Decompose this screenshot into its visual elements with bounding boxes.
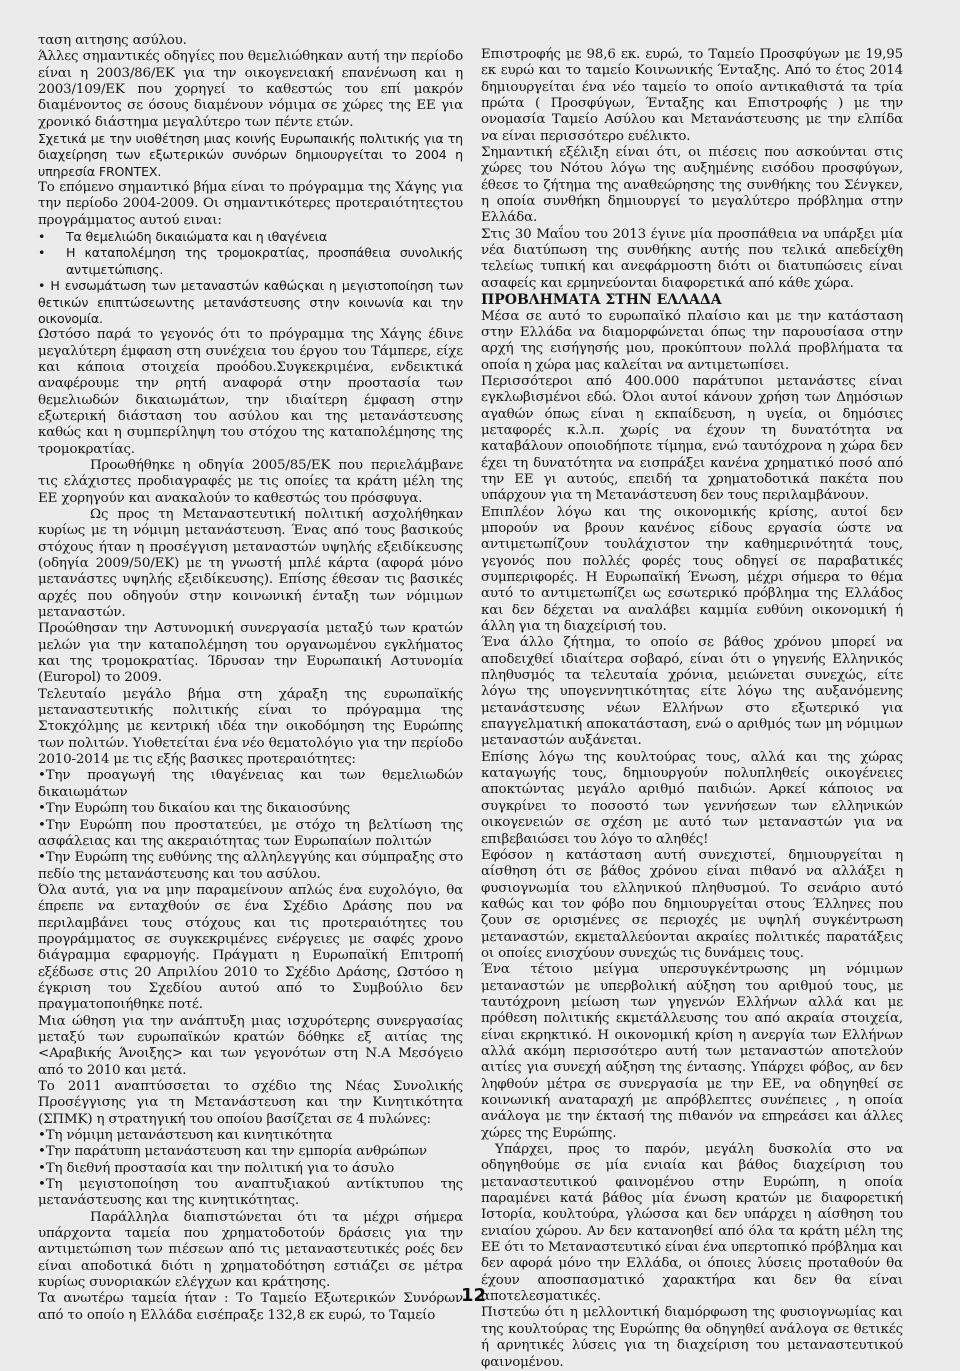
paragraph: Εφόσον η κατάσταση αυτή συνεχιστεί, δημιουργείται η αίσθηση ότι σε βάθος χρόνου είναι πιθανό να αλλάξει η φυσιογνωμία του ελληνικού πληθυσμού. Το σενάριο αυτό καθώς και τον φόβο που δημιουργείται στους Έλληνες που ζουν σε ορισμένες σε περιοχές με υψηλή συγκέντρωση μεταναστών, εκμεταλλεύονται ακραίες πολιτικές παρατάξεις οι οποίες ενισχύουν συνεχώς τις δυνάμεις τους.: [481, 847, 903, 961]
paragraph: •Την Ευρώπη της ευθύνης της αλληλεγγύης και σύμπραξης στο πεδίο της μετανάστευσης και του ασύλου.: [38, 850, 463, 882]
bullet-text: Τα θεμελιώδη δικαιώματα και η ιθαγένεια: [66, 229, 328, 245]
paragraph: Μια ώθηση για την ανάπτυξη μιας ισχυρότερης συνεργασίας μεταξύ των ευρωπαϊκών κρατών δόθηκε εξ αιτίας της <Αραβικής Άνοιξης> και των γεγονότων στη Ν.Α Μεσόγειο από το 2010 και μετά.: [38, 1013, 463, 1078]
paragraph: Επιστροφής με 98,6 εκ. ευρώ, το Ταμείο Προσφύγων με 19,95 εκ ευρώ και το ταμείο Κοινωνικής Ένταξης. Από το έτος 2014 δημιουργείται ένα νέο ταμείο το οποίο αντικαθιστά τα τρία πρώτα ( Προσφύγων, Ένταξης και Επιστροφής ) με την ονομασία Ταμείο Ασύλου και Μετανάστευσης με την ελπίδα να είναι περισσότερο ευέλικτο.: [481, 47, 903, 144]
paragraph: •Την προαγωγή της ιθαγένειας και των θεμελιωδών δικαιωμάτων: [38, 768, 463, 800]
bullet-icon: •: [38, 245, 46, 261]
paragraph: Προώθησαν την Αστυνομική συνεργασία μεταξύ των κρατών μελών για την καταπολέμηση του οργανωμένου εγκλήματος και της τρομοκρατίας. Ίδρυσαν την Ευρωπαική Αστυνομία (Europol) το 2009.: [38, 621, 463, 686]
bullet-item: [38, 245, 463, 278]
paragraph: Σημαντική εξέλιξη είναι ότι, οι πιέσεις που ασκούνται στις χώρες του Νότου λόγω της αυξημένης εισόδου προσφύγων, έθεσε το ζήτημα της αναθεώρησης της συνθήκης του Σένγκεν, η οποία συνθήκη δημιουργεί το μεγαλύτερο πρόβλημα στην Ελλάδα.: [481, 145, 903, 226]
paragraph: Ένα τέτοιο μείγμα υπερσυγκέντρωσης μη νόμιμων μεταναστών με υπερβολική αύξηση του αριθμού τους, με ταυτόχρονη μείωση των γηγενών Ελλήνων αλλά και με πρόθεση πολιτικής εκμετάλλευσης του από ακραία στοιχεία, είναι εκρηκτικό. Η οικονομική κρίση η ανεργία των Ελλήνων αλλά ακόμη περισσότερο αυτή των μεταναστών αποτελούν αιτίες για συνεχή αύξηση της έντασης. Υπάρχει φόβος, αν δεν ληφθούν μέτρα σε συνεργασία με την ΕΕ, να οδηγηθεί σε κοινωνική αναταραχή με απρόβλεπτες συνέπειες , η οποία ανάλογα με την έκτασή της πιθανόν να επηρεάσει και άλλες χώρες της Ευρώπης.: [481, 962, 903, 1141]
paragraph: Παράλληλα διαπιστώνεται ότι τα μέχρι σήμερα υπάρχοντα ταμεία που χρηματοδοτούν δράσεις για την αντιμετώπιση των πιέσεων από τις μεταναστευτικές ροές δεν είναι αποδοτικά διότι η χρηματοδότηση εστιάζει σε μέτρα κυρίως συνοριακών ελέγχων και κράτησης.: [38, 1209, 463, 1291]
page-number: 12: [461, 1285, 487, 1306]
paragraph: Ως προς τη Μεταναστευτική πολιτική ασχολήθηκαν κυρίως με τη νόμιμη μετανάστευση. Ένας από τους βασικούς στόχους ήταν η προσέγγιση μεταναστών υψηλής εξειδίκευσης (οδηγία 2009/50/ΕΚ) με τη γνωστή μπλέ κάρτα (αφορά μόνο μετανάστες υψηλής εξειδίκευσης). Επίσης έθεσαν τις βασικές αρχές που οδηγούν στην κοινωνική ένταξη των νόμιμων μεταναστών.: [38, 506, 463, 621]
bullet-text: Η καταπολέμηση της τρομοκρατίας, προσπάθεια συνολικής αντιμετώπισης.: [66, 245, 463, 277]
paragraph: •Τη μεγιστοποίηση του αναπτυξιακού αντίκτυπου της μετανάστευσης και της κινητικότητας.: [38, 1177, 463, 1209]
paragraph: Τελευταίο μεγάλο βήμα στη χάραξη της ευρωπαϊκής μεταναστευτικής πολιτικής είναι το πρόγραμμα της Στοκχόλμης με κεντρική ιδέα την οικοδόμηση της Ευρώπης των πολιτών. Υιοθετείται ένα νέο θεματολόγιο για την περίοδο 2010-2014 με τις εξής βασικες προτεραιότητες:: [38, 686, 463, 768]
paragraph: Το 2011 αναπτύσσεται το σχέδιο της Νέας Συνολικής Προσέγγισης για τη Μετανάστευση και την Κινητικότητα (ΣΠΜΚ) η στρατηγική του οποίου βασίζεται σε 4 πυλώνες:: [38, 1079, 463, 1127]
paragraph: Περισσότεροι από 400.000 παράτυποι μετανάστες είναι εγκλωβισμένοι εδώ. Όλοι αυτοί κάνουν χρήση των Δημόσιων αγαθών όπως είναι η εκπαίδευση, η υγεία, οι δημόσιες μεταφορές κ.λ.π. χωρίς να έχουν τη δυνατότητα να καταβάλουν οποιοδήποτε τίμημα, ενώ ταυτόχρονα η χώρα δεν έχει τη δυνατότητα να εισπράξει κανένα χρηματικό ποσό από την ΕΕ γι αυτούς, επειδή τα χρηματοδοτικά πακέτα που υπάρχουν για τη Μετανάστευση δεν τους περιλαμβάνουν.: [481, 373, 903, 504]
paragraph: •Την παράτυπη μετανάστευση και την εμπορία ανθρώπων: [38, 1144, 427, 1160]
paragraph: Προωθήθηκε η οδηγία 2005/85/ΕΚ που περιελάμβανε τις ελάχιστες προδιαγραφές με τις οποίες τα κράτη μέλη της ΕΕ χορηγούν και ανακαλούν το καθεστώς του πρόσφυγα.: [38, 457, 463, 506]
paragraph: Άλλες σημαντικές οδηγίες που θεμελιώθηκαν αυτή την περίοδο είναι η 2003/86/ΕΚ για την οικογενειακή επανένωση και η 2003/109/ΕΚ που χορηγεί το καθεστώς του επί μακρόν διαμένοντος σε όσους διαμένουν νόμιμα σε χώρες της ΕΕ για χρονικό διάστημα μεγαλύτερο των πέντε ετών.: [38, 49, 463, 130]
paragraph: Στις 30 Μαΐου του 2013 έγινε μία προσπάθεια να υπάρξει μία νέα διατύπωση της συνθήκης αυτής που τελικά απεδείχθη τελείως τυπική και ανεφάρμοστη διότι οι διατυπώσεις είναι ασαφείς και ερμηνεύονται διαφορετικά από κάθε χώρα.: [481, 226, 903, 291]
paragraph: Ένα άλλο ζήτημα, το οποίο σε βάθος χρόνου μπορεί να αποδειχθεί ιδιαίτερα σοβαρό, είναι ότι ο γηγενής Ελληνικός πληθυσμός τα τελευταία χρόνια, μειώνεται συνεχώς, είτε λόγω της υπογεννητικότητας είτε λόγω της αυξανόμενης μετανάστευσης νέων Ελλήνων στο εξωτερικό για επαγγελματική αποκατάσταση, ενώ ο αριθμός των μη νόμιμων μεταναστών αυξάνεται.: [481, 635, 903, 749]
paragraph: •Την Ευρώπη του δικαίου και της δικαιοσύνης: [38, 801, 350, 817]
paragraph: Πιστεύω ότι η μελλοντική διαμόρφωση της φυσιογνωμίας και της κουλτούρας της Ευρώπης θα οδηγηθεί ανάλογα σε θετικές ή αρνητικές λύσεις για τη διαχείριση του μεταναστευτικού φαινομένου.: [481, 1305, 903, 1370]
paragraph: •Τη διεθνή προστασία και την πολιτική για το άσυλο: [38, 1160, 395, 1176]
paragraph: Επιπλέον λόγω και της οικονομικής κρίσης, αυτοί δεν μπορούν να βρουν κανένος είδους εργασία ώστε να αντιμετωπίζουν τουλάχιστον την καθημερινότητά τους, γεγονός που πολλές φορές τους οδηγεί σε παραβατικές συμπεριφορές. Η Ευρωπαϊκή Ένωση, μέχρι σήμερα το θέμα αυτό το αντιμετωπίζει ως εσωτερικό πρόβλημα της Ελλάδος και δεν δέχεται να αναλάβει καμμία ευθύνη οικονομική ή άλλη για τη διαχείρισή του.: [481, 504, 903, 635]
paragraph: •Την Ευρώπη που προστατεύει, με στόχο τη βελτίωση της ασφάλειας και της ακεραιότητας των Ευρωπαίων πολιτών: [38, 817, 463, 849]
bullet-item: [38, 229, 463, 245]
paragraph: Σχετικά με την υιοθέτηση μιας κοινής Ευρωπαικής πολιτικής για τη διαχείρηση των εξωτερικών συνόρων δημιουργείται το 2004 η υπηρεσία FRONTEX.: [38, 131, 463, 179]
paragraph: ταση αιτησης ασύλου.: [38, 33, 187, 48]
bullet-icon: •: [38, 229, 46, 245]
paragraph: Ωστόσο παρά το γεγονός ότι το πρόγραμμα της Χάγης έδινε μεγαλύτερη έμφαση στη συνέχεια του έργου του Τάμπερε, είχε και κάποια στοιχεία προόδου.Συγκεκριμένα, ενδεικτικά αναφέρουμε την ρητή αναφορά στην προστασία των θεμελιωδών δικαιωμάτων, την ιδιαίτερη έμφαση στην εξωτερική διάσταση του ασύλου και της μετανάστευσης καθώς και η συμπερίληψη του στόχου της καταπολέμησης της τρομοκρατίας.: [38, 327, 463, 457]
paragraph: • Η ενσωμάτωση των μεταναστών καθώςκαι η μεγιστοποίηση των θετικών επιπτώσεωντης μετανάστευσης στην κοινωνία και την οικονομία.: [38, 278, 463, 326]
paragraph: Το επόμενο σημαντικό βήμα είναι το πρόγραμμα της Χάγης για την περίοδο 2004-2009. Οι σημαντικότερες προτεραιότητεςτου προγράμματος αυτού ειναι:: [38, 180, 463, 228]
paragraph: Μέσα σε αυτό το ευρωπαϊκό πλαίσιο και με την κατάσταση στην Ελλάδα να διαμορφώνεται όπως την παρουσίασα στην αρχή της εισήγησής μου, προκύπτουν πολλά προβλήματα τα οποία η χώρα μας καλείται να αντιμετωπίσει.: [481, 308, 903, 373]
paragraph: Επίσης λόγω της κουλτούρας τους, αλλά και της χώρας καταγωγής τους, δημιουργούν πολυπληθείς οικογένειες αποκτώντας μεγάλο αριθμό παιδιών. Αρκεί κάποιος να συγκρίνει το ποσοστό των γεννήσεων των ελληνικών οικογενειών σε σχέση με αυτό των μεταναστών για να επιβεβαιώσει του λόγο το αληθές!: [481, 749, 903, 847]
paragraph: Υπάρχει, προς το παρόν, μεγάλη δυσκολία στο να οδηγηθούμε σε μία ενιαία και βάθος διαχείριση του μεταναστευτικού φαινομένου στην Ευρώπη, η οποία παραμένει κατά βάθος μία ένωση κρατών με διαφορετική Ιστορία, κουλτούρα, γλώσσα και δεν υπάρχει η αίσθηση του ενιαίου χώρου. Αν δεν κατανοηθεί από όλα τα κράτη μέλη της ΕΕ ότι το Μεταναστευτικό είναι ένα υπερτοπικό πρόβλημα και δεν αφορά μόνο την Ελλάδα, οι όποιες λύσεις προταθούν θα έχουν αποσπασματικό χαρακτήρα και δεν θα είναι αποτελεσματικές.: [481, 1142, 903, 1305]
paragraph: •Τη νόμιμη μετανάστευση και κινητικότητα: [38, 1128, 333, 1144]
right-column: [481, 47, 903, 1371]
section-heading: ΠΡΟΒΛΗΜΑΤΑ ΣΤΗΝ ΕΛΛΑΔΑ: [481, 292, 722, 309]
paragraph: Όλα αυτά, για να μην παραμείνουν απλώς ένα ευχολόγιο, θα έπρεπε να ενταχθούν σε ένα Σχέδιο Δράσης που να περιλαμβάνει τους στόχους και τις προτεραιότητες του προγράμματος σε συγκεκριμένες ενέργειες με σαφές χρονο διάγραμμα εφαρμογής. Πράγματι η Ευρωπαϊκή Επιτροπή εξέδωσε στις 20 Απριλίου 2010 το Σχέδιο Δράσης, Ωστόσο η έγκριση του Σχεδίου αυτού από το Συμβούλιο δεν πραγματοποιήθηκε ποτέ.: [38, 882, 463, 1013]
paragraph: Τα ανωτέρω ταμεία ήταν : Το Ταμείο Εξωτερικών Συνόρων από το οποίο η Ελλάδα εισέπραξε 132,8 εκ ευρώ, το Ταμείο: [38, 1291, 463, 1323]
left-column: [38, 33, 463, 1324]
